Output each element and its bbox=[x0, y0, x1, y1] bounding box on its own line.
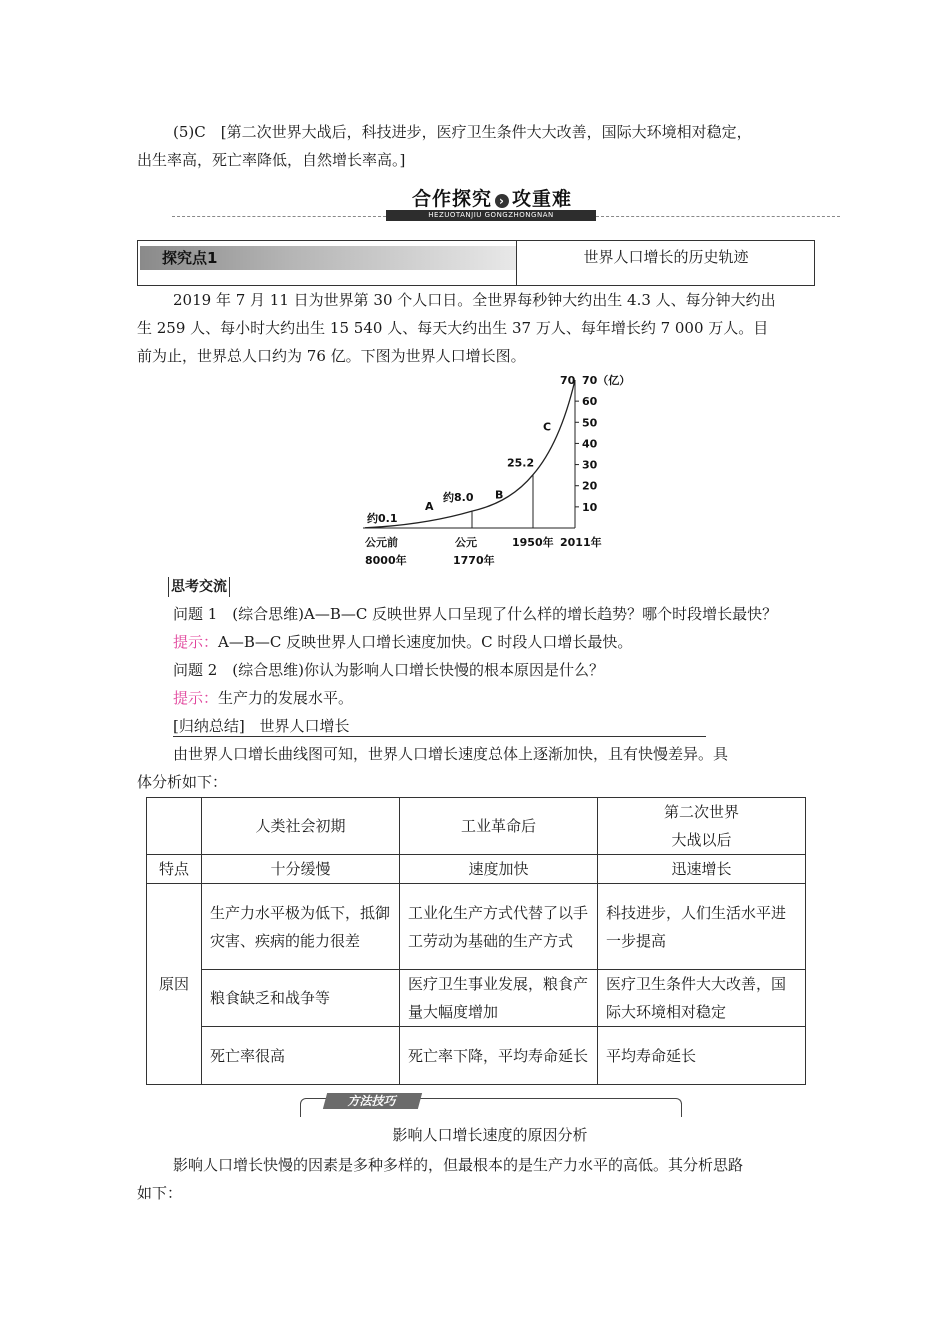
banner-divider-left bbox=[172, 216, 386, 217]
y-tick-label: 40 bbox=[582, 437, 598, 451]
table-row bbox=[147, 1027, 806, 1085]
stage-label: B bbox=[495, 488, 504, 502]
stage-label: A bbox=[425, 500, 434, 513]
x-tick-label: 2011年 bbox=[560, 536, 602, 549]
table-row bbox=[147, 884, 806, 970]
banner-divider-right bbox=[596, 216, 840, 217]
table-cell: 迅速增长 bbox=[598, 855, 806, 884]
population-chart bbox=[355, 368, 635, 573]
population-growth-table bbox=[146, 797, 806, 1085]
tanjiu-label: 探究点1 bbox=[162, 249, 218, 267]
table-cell: 死亡率很高 bbox=[202, 1027, 400, 1085]
y-tick-label: 30 bbox=[582, 458, 598, 472]
summary-title: 世界人口增长 bbox=[259, 717, 350, 735]
table-header-row bbox=[147, 798, 806, 855]
table-cell: 工业化生产方式代替了以手工劳动为基础的生产方式 bbox=[400, 884, 598, 970]
table-cell: 速度加快 bbox=[400, 855, 598, 884]
intro-line-3: 前为止，世界总人口约为 76 亿。下图为世界人口增长图。 bbox=[137, 347, 526, 365]
stage-label: C bbox=[543, 420, 552, 434]
table-row bbox=[147, 855, 806, 884]
data-label: 约0.1 bbox=[367, 512, 398, 525]
y-tick-label: 60 bbox=[582, 395, 598, 409]
summary-underline bbox=[173, 736, 706, 737]
table-cell: 十分缓慢 bbox=[202, 855, 400, 884]
table-cell: 生产力水平极为低下，抵御灾害、疾病的能力很差 bbox=[202, 884, 400, 970]
question-1: 问题 1 (综合思维)A—B—C 反映世界人口呈现了什么样的增长趋势？哪个时段增长最快？ bbox=[173, 605, 778, 623]
table-row bbox=[147, 970, 806, 1027]
hint-label: 提示： bbox=[173, 689, 219, 707]
data-label: 约8.0 bbox=[443, 491, 474, 505]
table-header-cell: 人类社会初期 bbox=[202, 798, 400, 855]
section-banner-subtitle: HEZUOTANJIU GONGZHONGNAN bbox=[386, 210, 596, 221]
answer-line-1: (5)C [第二次世界大战后，科技进步，医疗卫生条件大大改善，国际大环境相对稳定， bbox=[173, 123, 752, 141]
summary-tag: [归纳总结] bbox=[173, 717, 245, 735]
population-curve bbox=[365, 380, 575, 528]
y-tick-label: 10 bbox=[582, 500, 598, 514]
hint-2: 提示：生产力的发展水平。 bbox=[173, 689, 354, 707]
table-cell: 粮食缺乏和战争等 bbox=[202, 970, 400, 1027]
hint-label: 提示： bbox=[173, 633, 219, 651]
hint-1: 提示：A—B—C 反映世界人口增长速度加快。C 时段人口增长最快。 bbox=[173, 633, 633, 651]
section-banner-title: 合作探究 › 攻重难 bbox=[412, 188, 573, 210]
summary-line-1: 由世界人口增长曲线图可知，世界人口增长速度总体上逐渐加快，且有快慢差异。具 bbox=[173, 745, 729, 763]
method-line-1: 影响人口增长快慢的因素是多种多样的，但最根本的是生产力水平的高低。其分析思路 bbox=[173, 1156, 744, 1174]
x-tick-label: 8000年 bbox=[365, 554, 407, 567]
intro-line-2: 生 259 人、每小时大约出生 15 540 人、每天大约出生 37 万人、每年增长约 7 000 万人。目 bbox=[137, 319, 769, 337]
method-title: 影响人口增长速度的原因分析 bbox=[392, 1126, 588, 1144]
x-tick-label: 公元 bbox=[455, 536, 477, 549]
intro-line-1: 2019 年 7 月 11 日为世界第 30 个人口日。全世界每秒钟大约出生 4.3 人、每分钟大约出 bbox=[173, 291, 776, 309]
row-label-feature: 特点 bbox=[147, 855, 202, 884]
summary-line-2: 体分析如下： bbox=[137, 773, 228, 791]
x-tick-label: 1770年 bbox=[453, 554, 495, 567]
row-label-reason: 原因 bbox=[147, 884, 202, 1085]
table-header-cell: 第二次世界 大战以后 bbox=[598, 798, 806, 855]
table-cell: 医疗卫生事业发展，粮食产量大幅度增加 bbox=[400, 970, 598, 1027]
table-corner bbox=[147, 798, 202, 855]
x-tick-label: 公元前 bbox=[365, 536, 398, 549]
table-cell: 科技进步，人们生活水平进一步提高 bbox=[598, 884, 806, 970]
arrow-icon: › bbox=[495, 194, 509, 208]
question-2: 问题 2 (综合思维)你认为影响人口增长快慢的根本原因是什么？ bbox=[173, 661, 605, 679]
tanjiu-topic: 世界人口增长的历史轨迹 bbox=[583, 248, 749, 266]
method-tag: 方法技巧 bbox=[323, 1093, 422, 1109]
data-label: 25.2 bbox=[507, 456, 535, 470]
answer-line-2: 出生率高，死亡率降低，自然增长率高。] bbox=[137, 151, 406, 169]
x-tick-label: 1950年 bbox=[512, 536, 554, 549]
think-header: 思考交流 bbox=[168, 577, 230, 597]
y-tick-label: 20 bbox=[582, 479, 598, 493]
table-cell: 死亡率下降，平均寿命延长 bbox=[400, 1027, 598, 1085]
table-cell: 医疗卫生条件大大改善，国际大环境相对稳定 bbox=[598, 970, 806, 1027]
y-axis-label: 70（亿） bbox=[582, 374, 631, 387]
y-tick-label: 50 bbox=[582, 416, 598, 430]
method-line-2: 如下： bbox=[137, 1184, 183, 1202]
data-label: 70 bbox=[560, 374, 576, 387]
table-header-cell: 工业革命后 bbox=[400, 798, 598, 855]
table-cell: 平均寿命延长 bbox=[598, 1027, 806, 1085]
